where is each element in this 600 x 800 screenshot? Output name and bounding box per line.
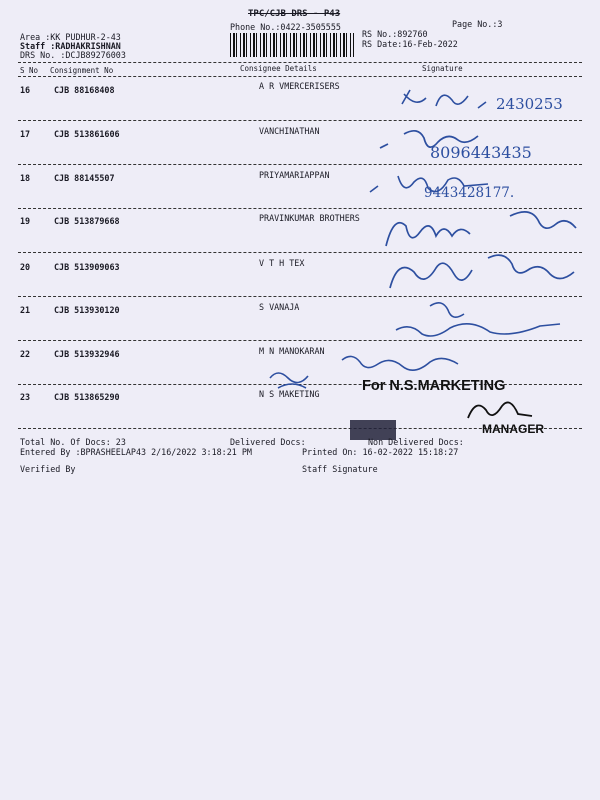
manager-stamp: MANAGER [482,422,544,436]
row-sno: 20 [20,262,31,272]
row-sno: 17 [20,129,31,139]
verified-by: Verified By [20,464,76,474]
page-number: Page No.:3 [452,19,503,29]
row-consignee: VANCHINATHAN [259,126,320,136]
col-sno: S No [20,66,39,75]
phone-number: Phone No.:0422-3505555 [230,22,341,32]
row-consignment: CJB 513865290 [54,392,120,402]
row-divider [18,120,582,121]
barcode [230,33,354,57]
row-sno: 23 [20,392,31,402]
phone-note-17: 8096443435 [430,143,532,162]
col-consignee: Consignee Details [240,64,317,73]
row-consignment: CJB 88145507 [54,173,115,183]
phone-note-16: 2430253 [496,95,563,113]
phone-note-18: 9443428177. [424,185,515,201]
row-consignment: CJB 513930120 [54,305,120,315]
staff-label: Staff :RADHAKRISHNAN [20,41,121,51]
rs-number: RS No.:892760 [362,29,428,39]
document-title: TPC/CJB DRS - P43 [248,9,341,19]
signature-row-21 [390,296,590,346]
row-consignee: PRIYAMARIAPPAN [259,170,330,180]
row-consignee: N S MAKETING [259,389,320,399]
drs-number: DRS No. :DCJB89276003 [20,50,126,60]
row-consignment: CJB 88168408 [54,85,115,95]
col-signature: Signature [422,64,463,73]
row-consignment: CJB 513932946 [54,349,120,359]
row-sno: 16 [20,85,31,95]
row-sno: 19 [20,216,31,226]
rs-date: RS Date:16-Feb-2022 [362,39,458,49]
total-docs: Total No. Of Docs: 23 [20,437,126,447]
staff-signature: Staff Signature [302,464,378,474]
entered-by: Entered By :BPRASHEELAP43 2/16/2022 3:18:21 PM [20,447,252,457]
row-consignment: CJB 513909063 [54,262,120,272]
row-sno: 22 [20,349,31,359]
header-rule-bottom [18,76,582,77]
company-stamp: For N.S.MARKETING [362,378,506,394]
row-sno: 21 [20,305,31,315]
row-consignee: M N MANOKARAN [259,346,325,356]
row-consignee: A R VMERCERISERS [259,81,340,91]
row-consignment: CJB 513861606 [54,129,120,139]
row-sno: 18 [20,173,31,183]
col-consignment: Consignment No [50,66,114,75]
header-rule-top [18,62,582,63]
non-delivered-docs: Non Delivered Docs: [368,437,464,447]
row-consignment: CJB 513879668 [54,216,120,226]
delivered-docs: Delivered Docs: [230,437,306,447]
row-consignee: S VANAJA [259,302,300,312]
row-consignee: PRAVINKUMAR BROTHERS [259,213,360,223]
printed-on: Printed On: 16-02-2022 15:18:27 [302,447,459,457]
row-consignee: V T H TEX [259,258,305,268]
area-label: Area :KK PUDHUR-2-43 [20,32,121,42]
